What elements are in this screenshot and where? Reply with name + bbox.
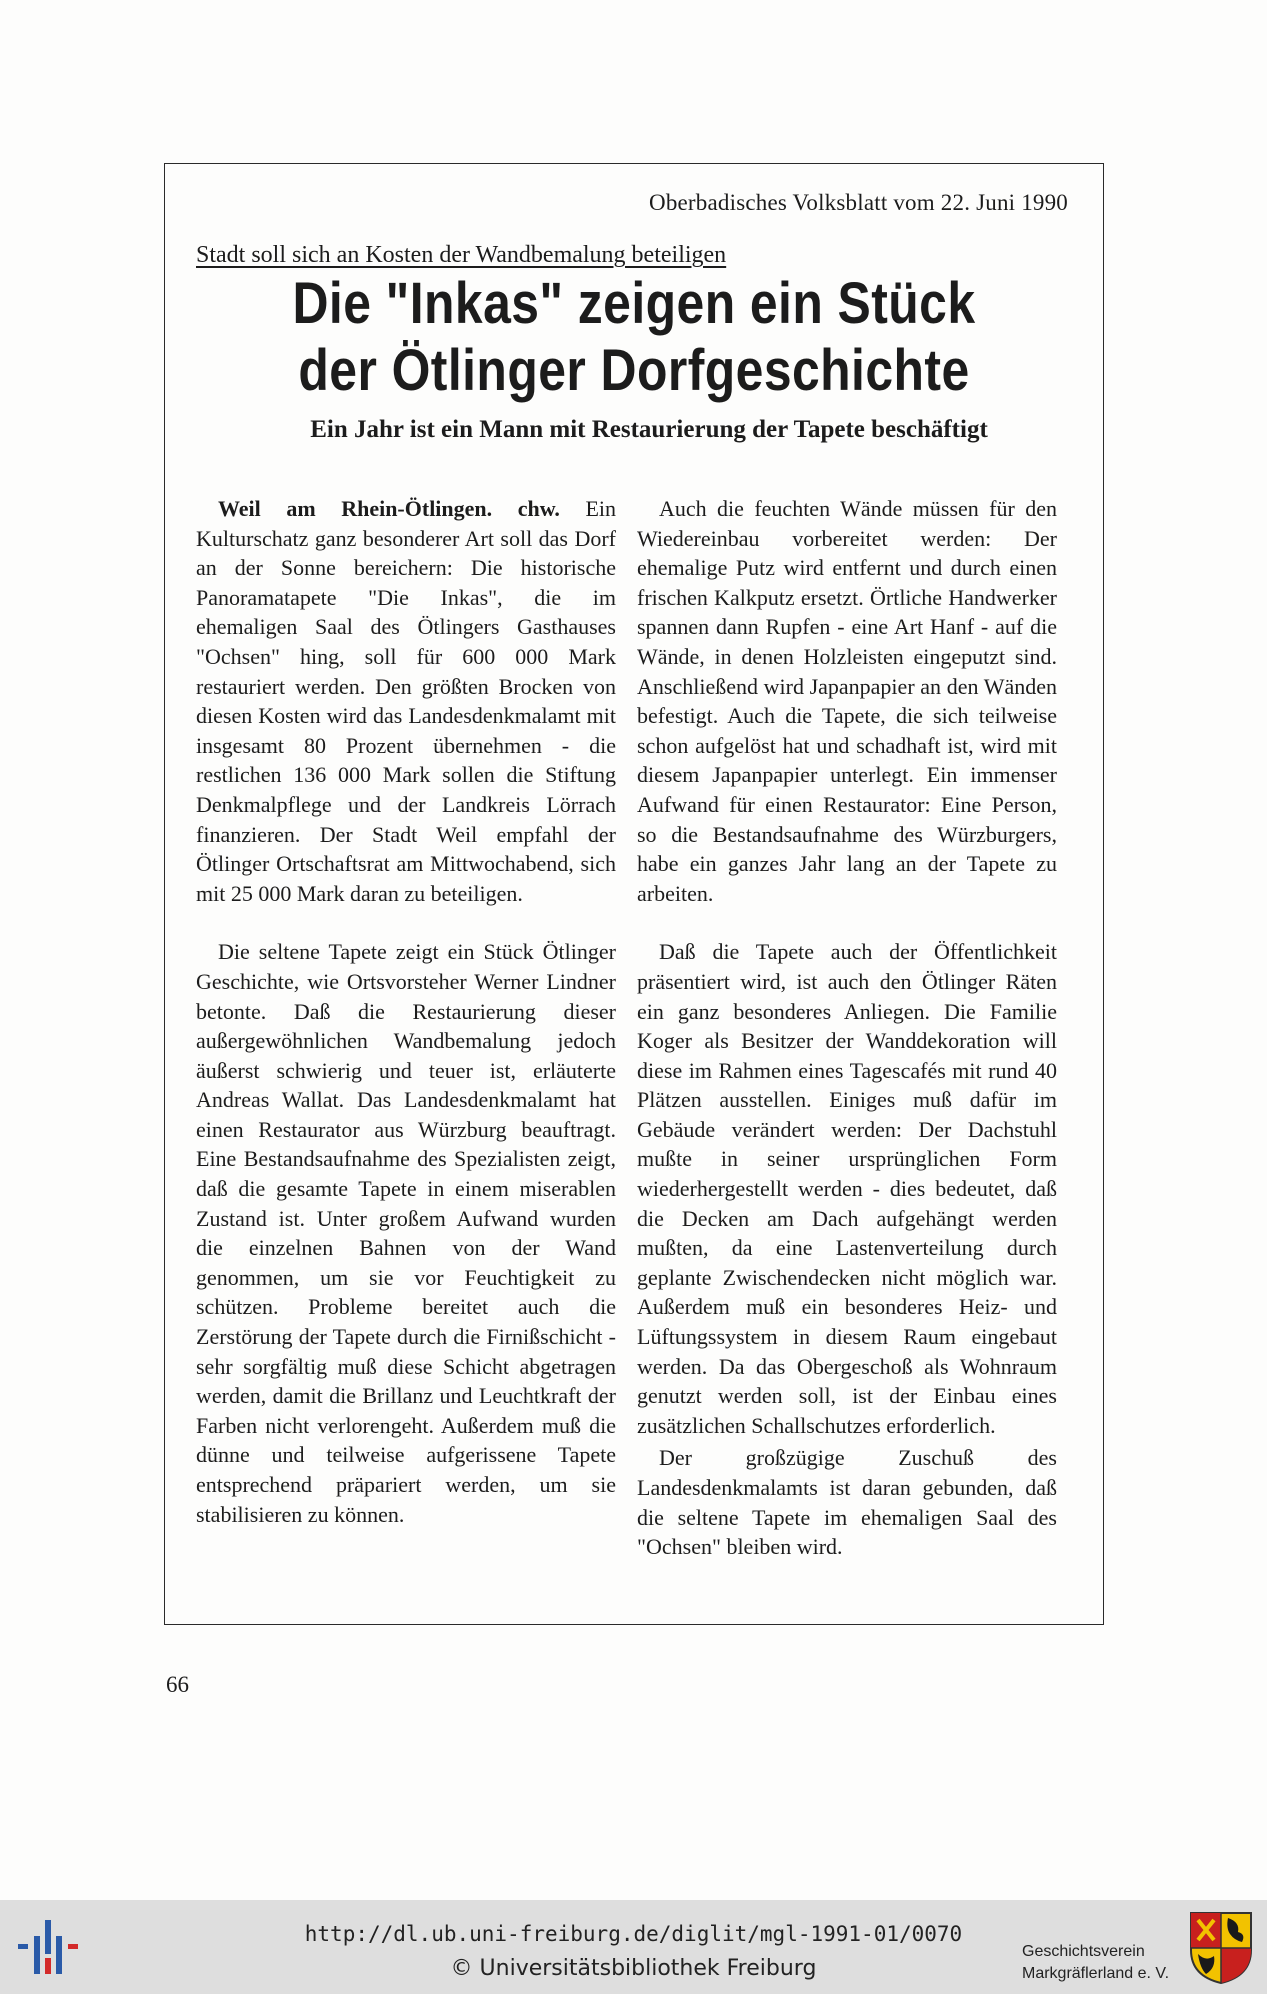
subheadline: Ein Jahr ist ein Mann mit Restaurierung der Tapete beschäftigt xyxy=(310,416,988,443)
article-paragraph: Daß die Tapete auch der Öffentlichkeit präsentiert wird, ist auch den Ötlinger Räten ein ganz besonderes Anliegen. Die Familie Koger als Besitzer der Wanddekoration will diese im Rahmen eines Tagescafés mit rund 40 Plätzen ausstellen. Einiges muß dafür im Gebäude verändert werden: Der Dachstuhl mußte in seiner ursprünglichen Form wiederhergestellt werden - dies bedeutet, daß die Decken am Dach aufgehängt werden mußten, da eine Lastenverteilung durch geplante Zwischendecken nicht möglich war. Außerdem muß ein besonderes Heiz- und Lüftungssystem in diesem Raum eingebaut werden. Da das Obergeschoß als Wohnraum genutzt werden soll, ist der Einbau eines zusätzlichen Schallschutzes erforderlich. xyxy=(637,939,1057,1438)
headline xyxy=(231,270,1038,404)
paragraph-text: Ein Kulturschatz ganz besonderer Art soll das Dorf an der Sonne bereichern: Die historische Panoramatapete "Die Inkas", die im ehemaligen Saal des Ötlingers Gasthauses "Ochsen" hing, soll für 600 000 Mark restauriert werden. Den größten Brocken von diesen Kosten wird das Landesdenkmalamt mit insgesamt 80 Prozent übernehmen - die restlichen 136 000 Mark sollen die Stiftung Denkmalpflege und der Landkreis Lörrach finanzieren. Der Stadt Weil empfahl der Ötlinger Ortschaftsrat am Mittwochabend, sich mit 25 000 Mark daran zu beteiligen. xyxy=(196,496,616,906)
headline-line-1: Die "Inkas" zeigen ein Stück xyxy=(292,271,976,336)
article-column-left xyxy=(196,494,616,1529)
source-line: Oberbadisches Volksblatt vom 22. Juni 1990 xyxy=(649,190,1068,215)
viewer-footer xyxy=(0,1900,1267,1994)
article-paragraph: Der großzügige Zuschuß des Landesdenkmalamts ist daran gebunden, daß die seltene Tapete im ehemaligen Saal des "Ochsen" bleiben wird. xyxy=(637,1445,1057,1560)
dateline: Weil am Rhein-Ötlingen. chw. xyxy=(218,496,560,521)
article-paragraph: Auch die feuchten Wände müssen für den Wiedereinbau vorbereitet werden: Der ehemalige Putz wird entfernt und durch einen frischen Kalkputz ersetzt. Örtliche Handwerker spannen dann Rupfen - eine Art Hanf - auf die Wände, in denen Holzleisten eingeputzt sind. Anschließend wird Japanpapier an den Wänden befestigt. Auch die Tapete, die sich teilweise schon aufgelöst hat und schadhaft ist, wird mit diesem Japanpapier unterlegt. Ein immenser Aufwand für einen Restaurator: Eine Person, so die Bestandsaufnahme des Würzburgers, habe ein ganzes Jahr lang an der Tapete zu arbeiten. xyxy=(637,496,1057,906)
newspaper-clipping xyxy=(164,163,1104,1625)
society-crest-icon[interactable] xyxy=(1188,1910,1254,1986)
headline-line-2: der Ötlinger Dorfgeschichte xyxy=(298,338,970,403)
society-name-line-1: Geschichtsverein xyxy=(1022,1943,1145,1960)
article-paragraph xyxy=(196,494,616,908)
society-name-line-2: Markgräflerland e. V. xyxy=(1022,1965,1170,1982)
copyright-notice: © Universitätsbibliothek Freiburg xyxy=(450,1956,817,1981)
article-column-right xyxy=(637,494,1057,1562)
document-url-link[interactable]: http://dl.ub.uni-freiburg.de/diglit/mgl-1991-01/0070 xyxy=(304,1922,963,1946)
society-name xyxy=(1022,1941,1169,1985)
article-paragraph: Die seltene Tapete zeigt ein Stück Ötlinger Geschichte, wie Ortsvorsteher Werner Lindner betonte. Daß die Restaurierung dieser außergewöhnlichen Wandbemalung jedoch äußerst schwierig und teuer ist, erläuterte Andreas Wallat. Das Landesdenkmalamt hat einen Restaurator aus Würzburg beauftragt. Eine Bestandsaufnahme des Spezialisten zeigt, daß die gesamte Tapete in einem miserablen Zustand ist. Unter großem Aufwand wurden die einzelnen Bahnen von der Wand genommen, um sie vor Feuchtigkeit zu schützen. Probleme bereitet auch die Zerstörung der Tapete durch die Firnißschicht - sehr sorgfältig muß diese Schicht abgetragen werden, damit die Brillanz und Leuchtkraft der Farben nicht verlorengeht. Außerdem muß die dünne und teilweise aufgerissene Tapete entsprechend präpariert werden, um sie stabilisieren zu können. xyxy=(196,939,616,1527)
page-number: 66 xyxy=(166,1672,189,1697)
kicker-line: Stadt soll sich an Kosten der Wandbemalung beteiligen xyxy=(196,242,727,268)
